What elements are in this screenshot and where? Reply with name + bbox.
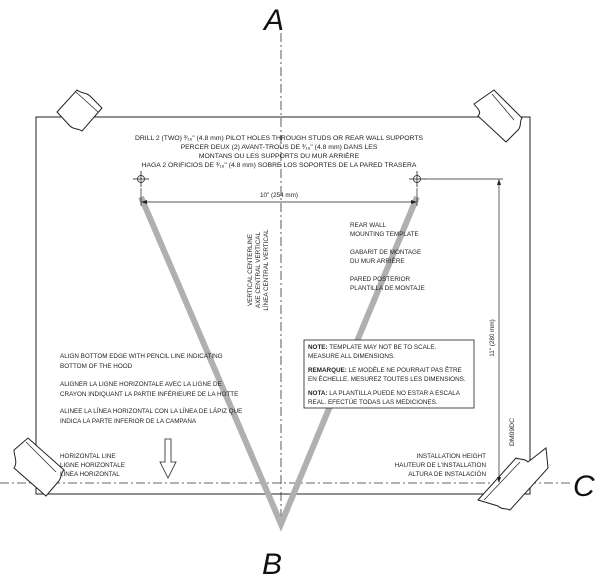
align-instruction-fr-1: ALIGNER LA LIGNE HORIZONTALE AVEC LA LIGNE DE [60,381,222,388]
note-label-fr: REMARQUE: [308,367,347,374]
note-text-es-1: LA PLANTILLA PUEDE NO ESTAR A ESCALA [329,390,460,397]
note-text-en-1: TEMPLATE MAY NOT BE TO SCALE. [329,344,437,351]
align-instruction-es-2: INDICA LA PARTE INFERIOR DE LA CAMPANA [60,418,197,425]
note-en-1 [308,344,437,351]
horizontal-line-label-es: LÍNEA HORIZONTAL [60,471,120,478]
align-instruction-fr-2: CRAYON INDIQUANT LA PARTIE INFÉRIEURE DE LA HOTTE [60,391,239,398]
horizontal-line-label-en: HORIZONTAL LINE [60,453,116,460]
note-fr-2: EN ÉCHELLE. MESUREZ TOUTES LES DIMENSIONS. [308,376,466,383]
horizontal-line-label-fr: LIGNE HORIZONTALE [60,462,125,469]
axis-label-a: A [264,4,285,37]
align-instruction-en-2: BOTTOM OF THE HOOD [60,363,133,370]
centerline-label-es: LÍNEA CENTRAL VERTICAL [263,229,270,311]
template-title-fr-2: DU MUR ARRIÈRE [350,258,405,265]
template-title-es-2: PLANTILLA DE MONTAJE [350,285,425,292]
drill-instruction-en: DRILL 2 (TWO) ³⁄₁₆" (4.8 mm) PILOT HOLES THROUGH STUDS OR REAR WALL SUPPORTS [134,135,424,142]
width-dimension-label: 10" (254 mm) [260,192,298,199]
note-en-2: MEASURE ALL DIMENSIONS. [308,353,395,360]
axis-label-c: C [573,470,595,503]
centerline-label-fr: AXE CENTRAL VERTICAL [255,232,262,308]
template-title-es-1: PARED POSTERIOR [350,276,411,283]
centerline-label-en: VERTICAL CENTERLINE [247,233,254,307]
template-title-fr-1: GABARIT DE MONTAGE [350,249,422,256]
note-text-fr-1: LE MODÈLE NE POURRAIT PAS ÊTRE [348,367,462,374]
note-es-2: REAL. EFECTÚE TODAS LAS MEDICIONES. [308,399,438,406]
drill-instruction-fr-2: MONTANS OU LES SUPPORTS DU MUR ARRIÈRE [198,153,360,160]
note-fr-1 [308,365,462,374]
installation-height-label-es: ALTURA DE INSTALACIÓN [408,471,486,478]
height-dimension-label: 11" (280 mm) [489,319,496,357]
note-label-es: NOTA: [308,390,328,397]
installation-height-label-en: INSTALLATION HEIGHT [416,453,486,460]
drill-instruction-fr-1: PERCER DEUX (2) AVANT-TROUS DE ³⁄₁₆" (4.8 mm) DANS LES [180,144,378,151]
template-sheet [36,117,530,494]
template-title-en-2: MOUNTING TEMPLATE [350,231,419,238]
note-label-en: NOTE: [308,344,328,351]
axis-label-b: B [262,548,283,578]
note-es-1 [308,390,461,397]
model-code: DM09DC [509,418,516,446]
template-title-en-1: REAR WALL [350,222,387,229]
align-instruction-es-1: ALINEE LA LÍNEA HORIZONTAL CON LA LÍNEA DE LÁPIZ QUE [60,408,243,415]
installation-height-label-fr: HAUTEUR DE L'INSTALLATION [394,462,486,469]
align-instruction-en-1: ALIGN BOTTOM EDGE WITH PENCIL LINE INDICATING [60,353,223,360]
drill-instruction-es: HAGA 2 ORIFICIOS DE ³⁄₁₆" (4.8 mm) SOBRE LOS SOPORTES DE LA PARED TRASERA [141,162,417,169]
